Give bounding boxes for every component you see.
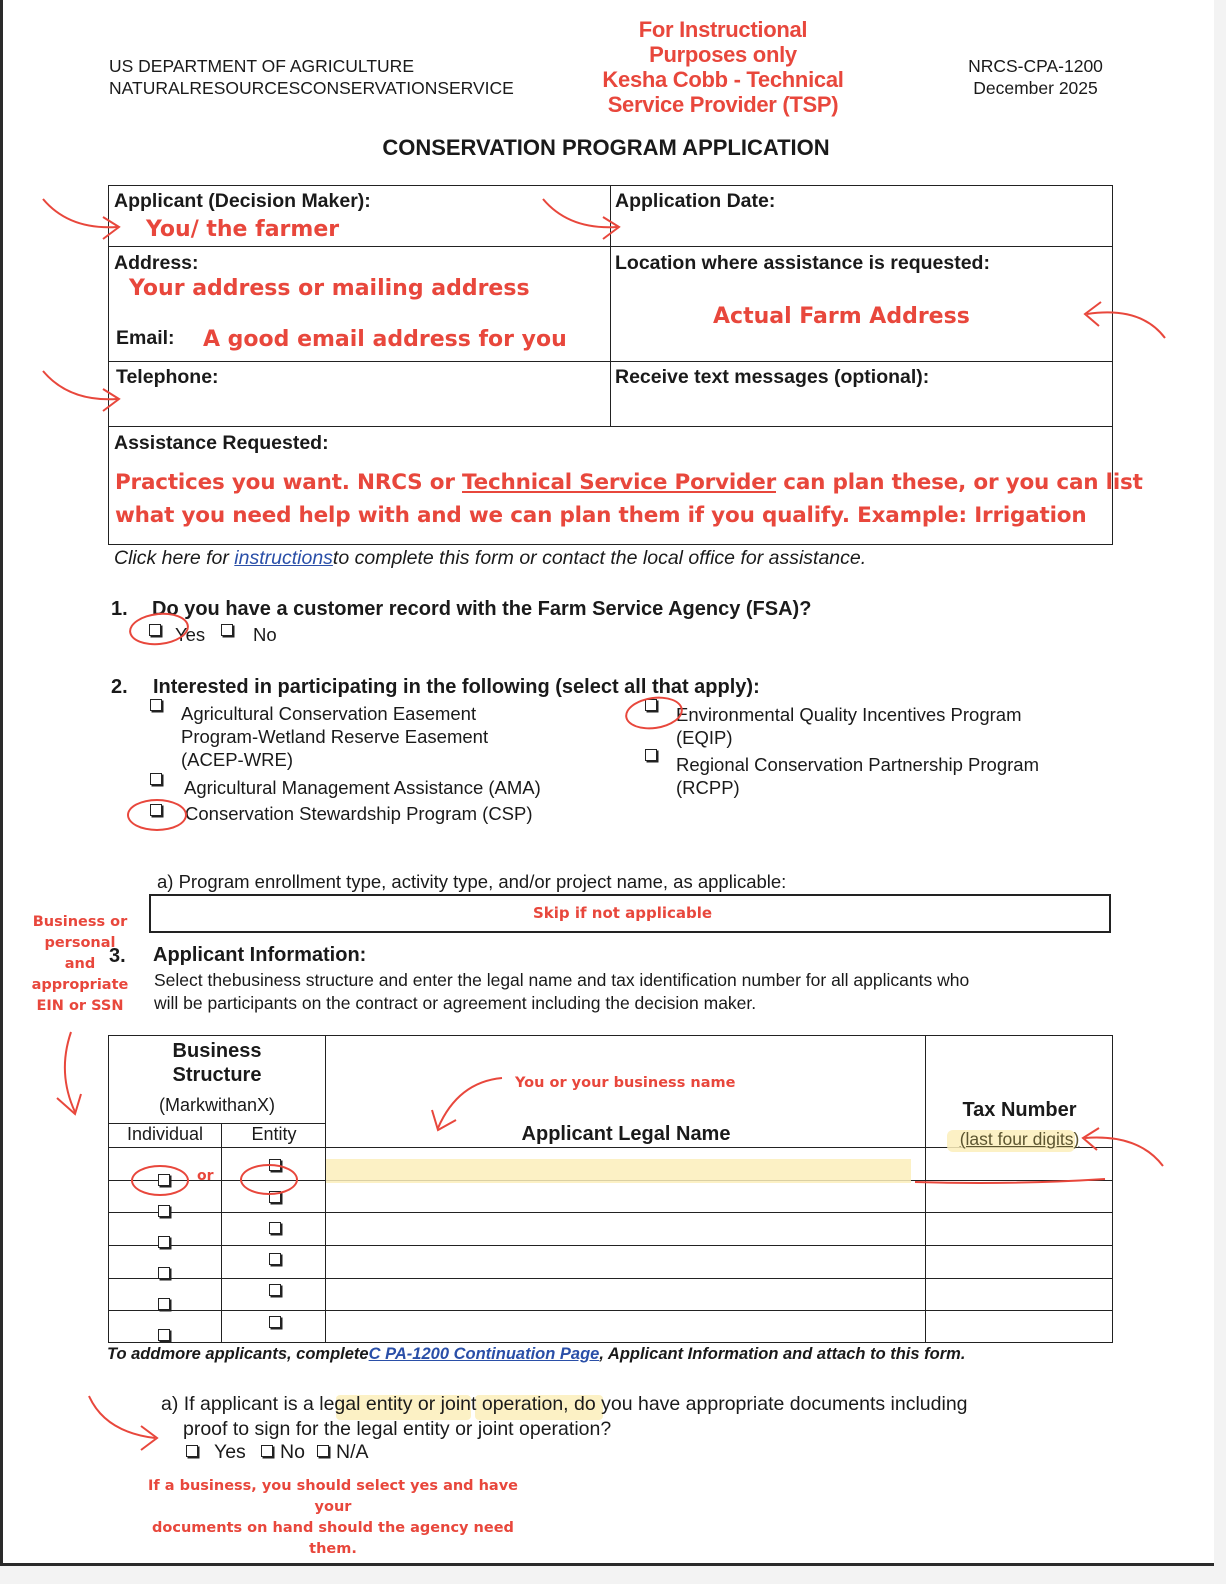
table-divider	[108, 426, 1113, 427]
program-enrollment-hint: Skip if not applicable	[533, 904, 713, 922]
watermark-line-3: Kesha Cobb - Technical	[602, 67, 844, 92]
program-label-line: Program-Wetland Reserve Easement	[181, 726, 489, 747]
q1-no-label: No	[253, 624, 277, 645]
question-1-text: Do you have a customer record with the Farm Service Agency (FSA)?	[152, 598, 812, 620]
question-text: a) If applicant is a	[161, 1393, 320, 1415]
text-messages-field[interactable]	[615, 392, 1105, 422]
acep-wre-label	[181, 702, 488, 771]
agency-line-1: US DEPARTMENT OF AGRICULTURE	[109, 56, 414, 76]
row-4-legal-name-field[interactable]	[327, 1246, 924, 1277]
instructions-suffix: to complete this form or contact the local office for assistance.	[332, 547, 867, 569]
row-2-individual-checkbox[interactable]	[158, 1205, 170, 1217]
row-6-tax-number-field[interactable]	[927, 1311, 1112, 1342]
assistance-hint-text: Practices you want. NRCS or	[115, 470, 463, 495]
continuation-suffix: , Applicant Information and attach to this form.	[599, 1345, 966, 1363]
continuation-note	[107, 1345, 965, 1364]
individual-column-header: Individual	[126, 1124, 204, 1144]
question-1-number: 1.	[111, 598, 128, 620]
ama-checkbox[interactable]	[150, 773, 162, 785]
instructions-prefix: Click here for	[114, 547, 235, 569]
rcpp-checkbox[interactable]	[645, 749, 657, 761]
ama-label: Agricultural Management Assistance (AMA)	[184, 777, 541, 798]
side-note-line: appropriate	[31, 977, 129, 993]
program-label-line: Agricultural Conservation Easement	[181, 703, 477, 724]
row-4-individual-checkbox[interactable]	[158, 1267, 170, 1279]
tsp-link[interactable]: Technical Service Porvider	[462, 470, 776, 495]
table-divider	[108, 246, 1113, 247]
form-date: December 2025	[973, 78, 1098, 98]
watermark-line-4: Service Provider (TSP)	[607, 92, 839, 117]
row-1-legal-name-field[interactable]	[327, 1148, 924, 1179]
q1-yes-label: Yes	[175, 624, 206, 645]
form-id-block	[943, 55, 1128, 99]
continuation-page-link[interactable]: C PA-1200 Continuation Page	[368, 1345, 600, 1363]
application-date-label: Application Date:	[615, 190, 776, 212]
agency-header	[109, 55, 514, 99]
page-title: CONSERVATION PROGRAM APPLICATION	[382, 135, 830, 160]
email-field[interactable]: A good email address for you	[203, 327, 567, 352]
row-3-individual-checkbox[interactable]	[158, 1236, 170, 1248]
csp-label: Conservation Stewardship Program (CSP)	[185, 803, 533, 824]
arrow-icon	[539, 195, 629, 245]
arrow-icon	[51, 1028, 91, 1118]
legal-entity-na-checkbox[interactable]	[317, 1445, 329, 1457]
program-label-line: Environmental Quality Incentives Program	[676, 704, 1022, 725]
watermark-line-2: Purposes only	[649, 42, 797, 67]
program-enrollment-label: a) Program enrollment type, activity type, and/or project name, as applicable:	[157, 871, 787, 892]
legal-entity-no-checkbox[interactable]	[261, 1445, 273, 1457]
note-line: If a business, you should select yes and have your	[147, 1478, 519, 1515]
header-line: Structure	[172, 1064, 262, 1086]
location-label: Location where assistance is requested:	[615, 252, 990, 274]
legal-entity-na-label: N/A	[336, 1441, 369, 1463]
row-6-individual-checkbox[interactable]	[158, 1329, 170, 1341]
telephone-label: Telephone:	[116, 366, 219, 388]
arrow-icon	[85, 1392, 165, 1452]
arrow-icon	[39, 367, 129, 417]
description-line: will be participants on the contract or agreement including the decision maker.	[154, 993, 757, 1013]
watermark-line-1: For Instructional	[638, 17, 808, 42]
annotation-circle	[240, 1164, 298, 1195]
instructions-line	[114, 547, 866, 570]
program-label-line: (EQIP)	[676, 727, 733, 748]
q1-no-checkbox[interactable]	[221, 624, 233, 636]
tax-hint-text: (last four digits)	[959, 1129, 1080, 1149]
instructional-watermark	[575, 17, 871, 117]
entity-column-header: Entity	[251, 1124, 297, 1144]
telephone-field[interactable]	[116, 392, 606, 422]
description-line: Select thebusiness structure and enter the legal name and tax identification number for all applicants who	[154, 970, 970, 990]
address-field[interactable]: Your address or mailing address	[129, 276, 530, 301]
program-label-line: (RCPP)	[676, 777, 740, 798]
question-2-text: Interested in participating in the following (select all that apply):	[153, 676, 760, 698]
row-2-legal-name-field[interactable]	[327, 1181, 924, 1211]
question-text: proof to sign for the legal entity or joint operation?	[183, 1418, 612, 1440]
row-5-entity-checkbox[interactable]	[269, 1284, 281, 1296]
row-5-tax-number-field[interactable]	[927, 1279, 1112, 1309]
address-label: Address:	[114, 252, 199, 274]
side-note-line: Business or	[32, 914, 128, 930]
arrow-icon	[1079, 1126, 1169, 1171]
text-messages-label: Receive text messages (optional):	[615, 366, 930, 388]
question-3-description	[154, 969, 969, 1015]
applicant-field[interactable]: You/ the farmer	[146, 217, 340, 242]
row-3-legal-name-field[interactable]	[327, 1213, 924, 1244]
legal-entity-yes-checkbox[interactable]	[186, 1445, 198, 1457]
assistance-requested-field[interactable]	[115, 466, 1143, 532]
acep-wre-checkbox[interactable]	[150, 699, 162, 711]
arrow-icon	[39, 195, 129, 245]
question-3-number: 3.	[109, 945, 126, 967]
row-6-legal-name-field[interactable]	[327, 1311, 924, 1342]
program-label-line: (ACEP-WRE)	[181, 749, 294, 770]
legal-entity-yes-label: Yes	[214, 1441, 246, 1463]
assistance-requested-label: Assistance Requested:	[114, 432, 329, 454]
applicant-label: Applicant (Decision Maker):	[114, 190, 371, 212]
row-3-tax-number-field[interactable]	[927, 1213, 1112, 1244]
arrow-icon	[428, 1072, 508, 1134]
agency-line-2: NATURALRESOURCESCONSERVATIONSERVICE	[109, 78, 514, 98]
arrow-icon	[1081, 292, 1171, 342]
header-line: Business	[172, 1040, 262, 1062]
note-line: documents on hand should the agency need them.	[152, 1520, 514, 1557]
or-annotation: or	[197, 1168, 214, 1184]
row-6-entity-checkbox[interactable]	[269, 1316, 281, 1328]
question-3-title: Applicant Information:	[153, 944, 367, 966]
location-field[interactable]: Actual Farm Address	[713, 304, 970, 329]
tax-number-column-header: Tax Number	[962, 1099, 1077, 1121]
rcpp-label	[676, 753, 1039, 799]
annotation-underline	[913, 1176, 1113, 1188]
annotation-circle	[131, 1165, 189, 1196]
question-text: , do you have appropriate documents including	[563, 1393, 968, 1415]
continuation-prefix: To addmore applicants, complete	[107, 1345, 369, 1363]
business-structure-header	[108, 1039, 326, 1087]
legal-entity-question	[161, 1392, 968, 1442]
business-documents-note	[133, 1476, 533, 1560]
highlighted-text: legal entity or	[319, 1393, 436, 1415]
application-date-field[interactable]	[615, 215, 1105, 243]
side-note-line: EIN or SSN	[36, 998, 124, 1014]
instructions-link[interactable]: instructions	[234, 547, 333, 569]
side-note-line: and	[64, 956, 96, 972]
question-2-number: 2.	[111, 676, 128, 698]
row-5-individual-checkbox[interactable]	[158, 1298, 170, 1310]
legal-name-column-header: Applicant Legal Name	[521, 1123, 731, 1145]
annotation-circle	[127, 799, 187, 831]
table-divider	[108, 361, 1113, 362]
assistance-hint-text: what you need help with and we can plan them if you qualify. Example: Irrigation	[115, 503, 1087, 528]
highlighted-text: joint operation	[440, 1393, 564, 1415]
mark-with-x-hint: (MarkwithanX)	[158, 1095, 276, 1115]
assistance-hint-text: can plan these, or you can list	[776, 470, 1143, 495]
email-label: Email:	[116, 327, 175, 349]
side-note-line: personal	[44, 935, 116, 951]
program-label-line: Regional Conservation Partnership Program	[676, 754, 1039, 775]
legal-name-hint: You or your business name	[515, 1075, 736, 1091]
row-4-entity-checkbox[interactable]	[269, 1253, 281, 1265]
form-number: NRCS-CPA-1200	[968, 56, 1103, 76]
eqip-label	[676, 703, 1021, 749]
row-4-tax-number-field[interactable]	[927, 1246, 1112, 1277]
row-3-entity-checkbox[interactable]	[269, 1222, 281, 1234]
legal-entity-no-label: No	[280, 1441, 305, 1463]
row-5-legal-name-field[interactable]	[327, 1279, 924, 1309]
